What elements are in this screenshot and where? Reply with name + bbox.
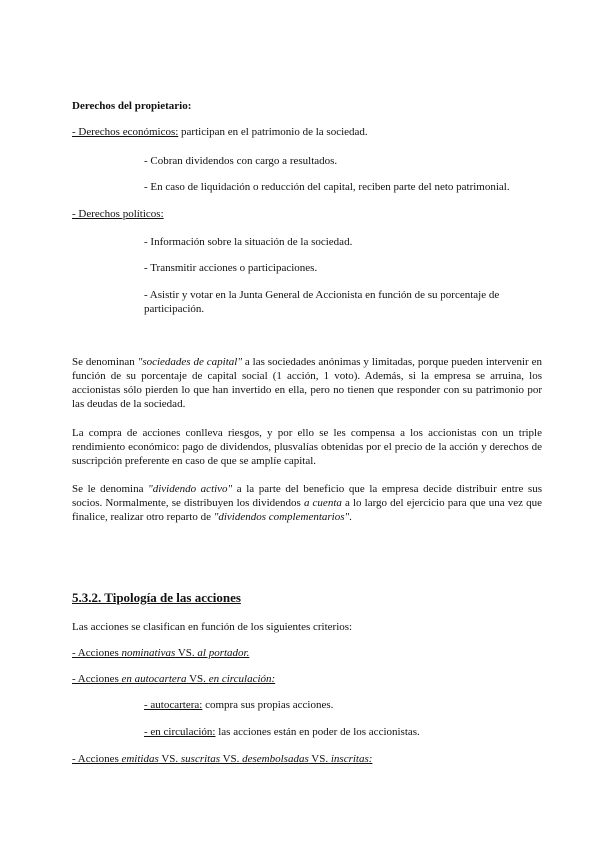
paragraph-active-dividend (72, 482, 542, 524)
c2-mid: VS. (186, 673, 209, 685)
c2-item2-label: - en circulación: (144, 726, 216, 738)
c3-s2: VS. (220, 753, 243, 765)
section-intro: Las acciones se clasifican en función de los siguientes criterios: (72, 621, 353, 633)
c2-item1-text: compra sus propias acciones. (202, 699, 334, 711)
c1-pre: - Acciones (72, 647, 122, 659)
economic-item-2: - En caso de liquidación o reducción del capital, reciben parte del neto patrimonial. (144, 181, 510, 193)
criterion-2 (72, 672, 275, 686)
economic-rights-text: participan en el patrimonio de la sociedad. (178, 126, 368, 138)
c2-em2: en circulación: (208, 673, 276, 685)
economic-rights-label: - Derechos económicos: (72, 126, 179, 138)
paragraph-share-purchase: La compra de acciones conlleva riesgos, y por ello se les compensa a los accionistas con un triple rendimiento económico: pago de dividendos, plusvalías obtenidas por el precio de la acción y derechos de suscripción preferente en caso de que se amplíe capital. (72, 427, 542, 467)
criterion-3 (72, 752, 372, 766)
c2-em1: en autocartera (121, 673, 187, 685)
c3-s1: VS. (158, 753, 181, 765)
owner-rights-heading: Derechos del propietario: (72, 100, 192, 112)
section-title: 5.3.2. Tipología de las acciones (72, 590, 241, 605)
criterion-2-item-2 (144, 725, 534, 739)
p1-post: a las sociedades anónimas y limitadas, porque pueden intervenir en función de su porcentaje de capital social (1 acción, 1 voto). Además, si la empresa se arruina, los accionistas sólo pierden lo que han invertido en ella, pero no tienen que responder con su patrimonio por las deudas de la sociedad. (72, 356, 542, 410)
c2-pre: - Acciones (72, 673, 122, 685)
c3-em3: desembolsadas (242, 753, 309, 765)
c3-em2: suscritas (180, 753, 221, 765)
c1-mid: VS. (175, 647, 198, 659)
p1-pre: Se denominan (72, 356, 138, 368)
c3-em4: inscritas: (330, 753, 373, 765)
economic-rights-line (72, 125, 542, 139)
p1-em: "sociedades de capital" (137, 356, 242, 368)
c2-item2-text: las acciones están en poder de los accionistas. (215, 726, 420, 738)
p3-mid2: a lo largo del ejercicio para que una vez que finalice, realizar otro reparto de (72, 497, 542, 523)
paragraph-capital-companies (72, 355, 542, 411)
p3-post: . (349, 511, 352, 523)
c3-pre: - Acciones (72, 753, 122, 765)
p3-em2: a cuenta (303, 497, 342, 509)
p3-mid1: a la parte del beneficio que la empresa decide distribuir entre sus socios. Normalmente, se distribuyen los dividendos (72, 483, 542, 509)
political-item-3: - Asistir y votar en la Junta General de Accionista en función de su porcentaje de participación. (144, 289, 500, 315)
c1-em2: al portador. (197, 647, 250, 659)
political-item-1: - Información sobre la situación de la sociedad. (144, 236, 353, 248)
p3-pre: Se le denomina (72, 483, 149, 495)
p3-em3: "dividendos complementarios" (213, 511, 350, 523)
c3-em1: emitidas (121, 753, 159, 765)
criterion-2-item-1 (144, 698, 534, 712)
economic-item-1: - Cobran dividendos con cargo a resultados. (144, 155, 338, 167)
c3-s3: VS. (308, 753, 331, 765)
political-item-2: - Transmitir acciones o participaciones. (144, 262, 318, 274)
c1-em1: nominativas (121, 647, 176, 659)
political-rights-label: - Derechos políticos: (72, 208, 164, 220)
p3-em1: "dividendo activo" (148, 483, 233, 495)
c2-item1-label: - autocartera: (144, 699, 203, 711)
criterion-1 (72, 646, 249, 660)
